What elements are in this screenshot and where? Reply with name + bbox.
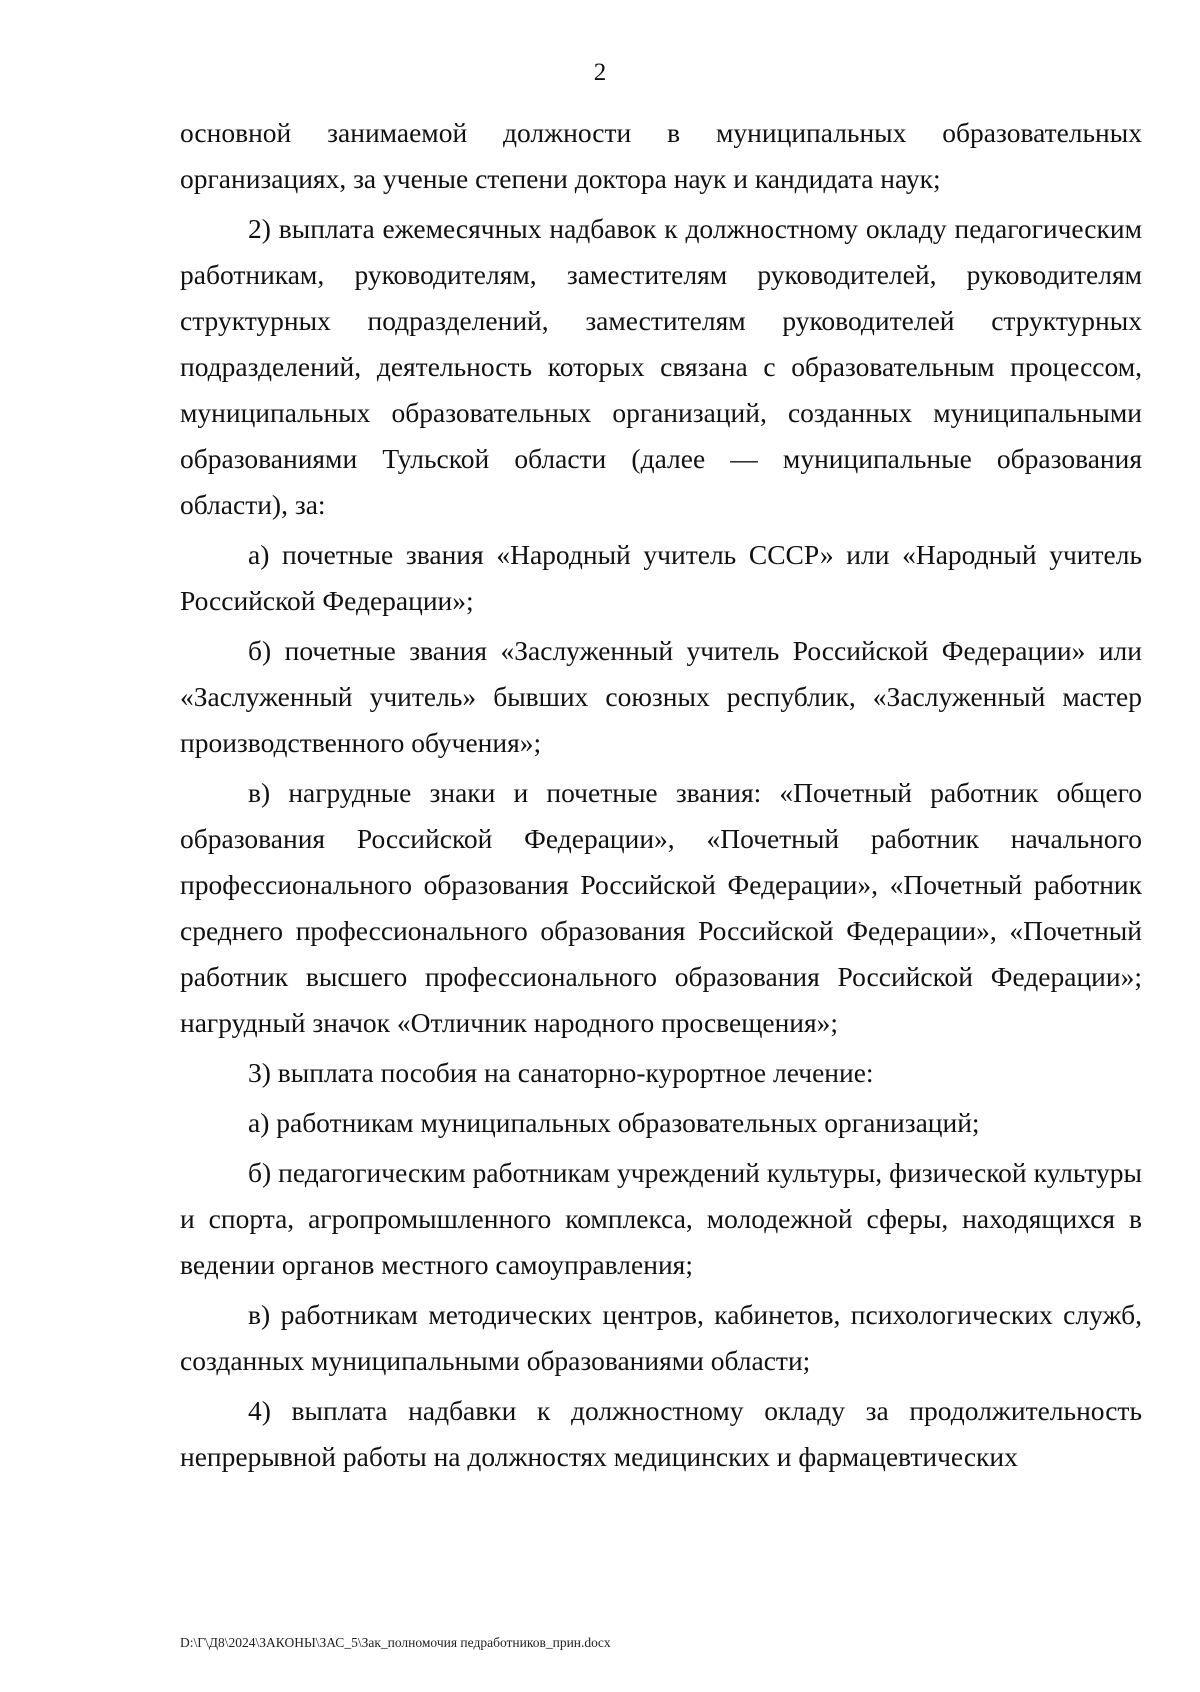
paragraph-item-3: 3) выплата пособия на санаторно-курортное лечение: (248, 1057, 874, 1088)
paragraph-subitem-3b: б) педагогическим работникам учреждений культуры, физической культуры и спорта, агропромышленного комплекса, молодежной сферы, находящихся в ведении органов местного самоуправления; (180, 1157, 1142, 1280)
paragraph-item-2: 2) выплата ежемесячных надбавок к должностному окладу педагогическим работникам, руководителям, заместителям руководителей, руководителям структурных подразделений, заместителям руководителей структурных подразделений, деятельность которых связана с образовательным процессом, муниципальных образовательных организаций, созданных муниципальными образованиями Тульской области (далее — муниципальные образования области), за: (180, 213, 1142, 520)
paragraph-subitem-2v: в) нагрудные знаки и почетные звания: «Почетный работник общего образования Российской Федерации», «Почетный работник начального профессионального образования Российской Федерации», «Почетный работник среднего профессионального образования Российской Федерации», «Почетный работник высшего профессионального образования Российской Федерации»; нагрудный значок «Отличник народного просвещения»; (180, 777, 1142, 1038)
page-number: 2 (593, 59, 607, 86)
paragraph-subitem-3a: а) работникам муниципальных образовательных организаций; (248, 1107, 980, 1138)
footer-file-path: D:\Г\Д8\2024\ЗАКОНЫ\ЗАС_5\Зак_полномочия педработников_прин.docx (180, 1635, 611, 1650)
paragraph-subitem-3v: в) работникам методических центров, кабинетов, психологических служб, созданных муниципальными образованиями области; (180, 1299, 1142, 1376)
paragraph-item-4: 4) выплата надбавки к должностному окладу за продолжительность непрерывной работы на должностях медицинских и фармацевтических (180, 1395, 1142, 1472)
paragraph-subitem-2b: б) почетные звания «Заслуженный учитель Российской Федерации» или «Заслуженный учитель» бывших союзных республик, «Заслуженный мастер производственного обучения»; (180, 635, 1142, 758)
paragraph-subitem-2a: а) почетные звания «Народный учитель СССР» или «Народный учитель Российской Федерации»; (180, 539, 1142, 616)
document-body (180, 110, 1142, 1480)
paragraph-continuation: основной занимаемой должности в муниципальных образовательных организациях, за ученые степени доктора наук и кандидата наук; (180, 117, 1142, 194)
